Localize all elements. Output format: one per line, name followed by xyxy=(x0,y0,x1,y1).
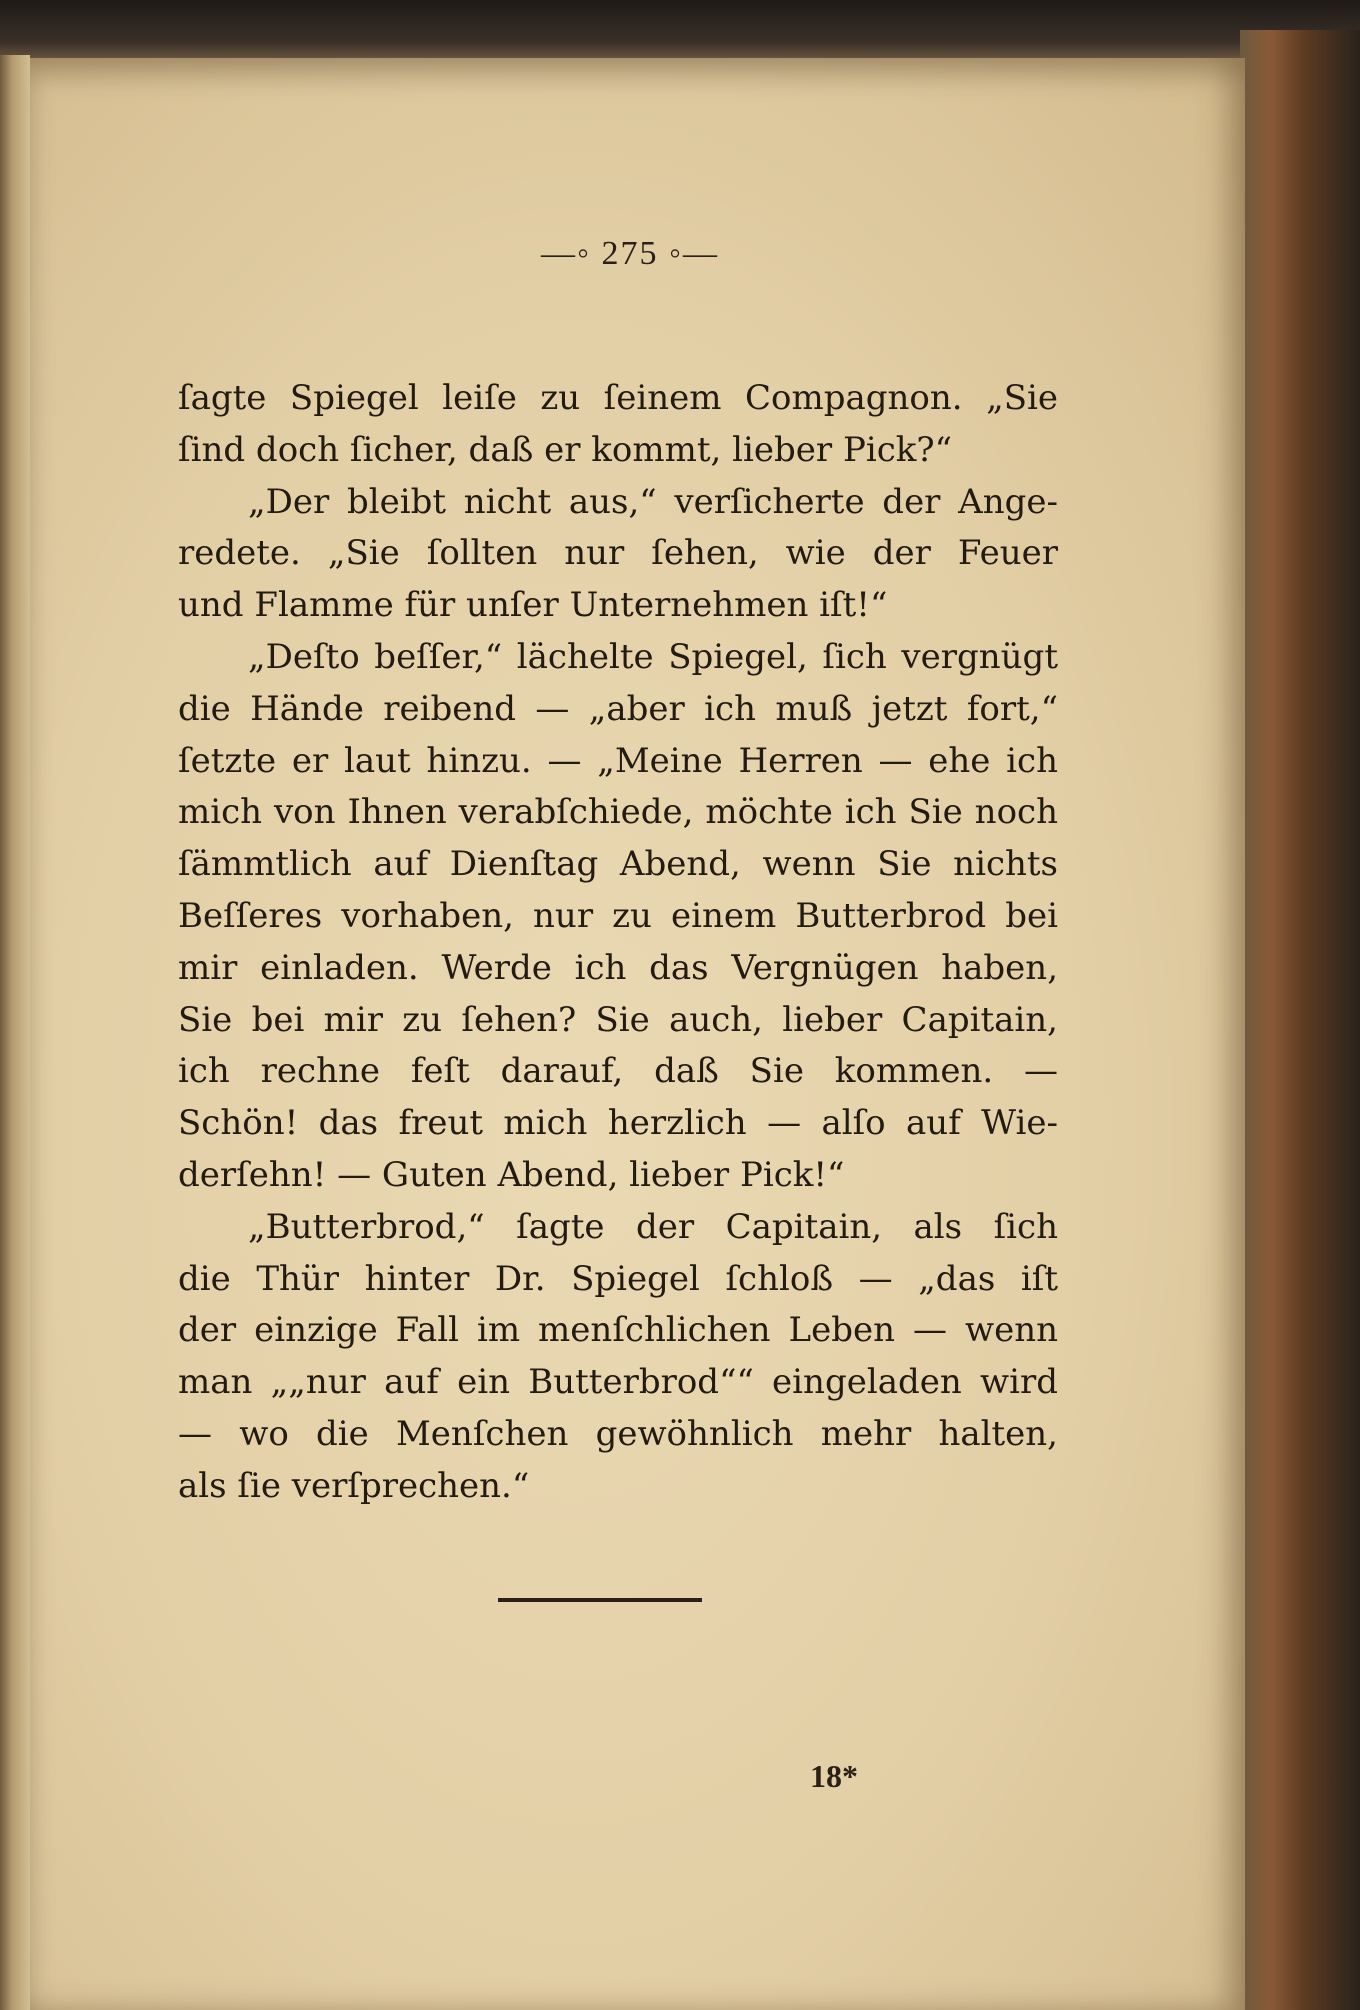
text-line: „Der bleibt nicht aus,“ verſicherte der Ange- xyxy=(248,481,1058,522)
text-line: Beſſeres vorhaben, nur zu einem Butterbrod bei xyxy=(178,895,1058,936)
text-line: derſehn! — Guten Abend, lieber Pick!“ xyxy=(178,1154,845,1195)
text-line: die Thür hinter Dr. Spiegel ſchloß — „das iſt xyxy=(178,1258,1058,1299)
text-line: als ſie verſprechen.“ xyxy=(178,1465,530,1506)
text-line: man „„nur auf ein Butterbrod““ eingeladen wird xyxy=(178,1362,1058,1403)
page-number: —◦ 275 ◦— xyxy=(540,235,720,272)
text-line: der einzige Fall im menſchlichen Leben — wenn xyxy=(178,1310,1058,1351)
text-line: „Deſto beſſer,“ lächelte Spiegel, ſich vergnügt xyxy=(248,636,1058,677)
text-line: ſämmtlich auf Dienſtag Abend, wenn Sie nichts xyxy=(178,844,1058,885)
text-line: ſetzte er laut hinzu. — „Meine Herren — ehe ich xyxy=(178,740,1058,781)
text-line: ſind doch ſicher, daß er kommt, lieber Pick?“ xyxy=(178,429,952,470)
text-line: „Butterbrod,“ ſagte der Capitain, als ſich xyxy=(248,1206,1058,1247)
section-divider xyxy=(498,1598,702,1602)
text-line: mich von Ihnen verabſchiede, möchte ich Sie noch xyxy=(178,792,1058,833)
book-spine-edge xyxy=(1240,30,1360,2010)
signature-mark: 18* xyxy=(810,1758,858,1794)
text-line: und Flamme für unſer Unternehmen iſt!“ xyxy=(178,585,888,626)
text-line: Schön! das freut mich herzlich — alſo auf Wie- xyxy=(178,1103,1058,1144)
text-line: — wo die Menſchen gewöhnlich mehr halten, xyxy=(178,1413,1058,1454)
page-text xyxy=(178,373,1058,1513)
text-line: ich rechne feſt darauf, daß Sie kommen. — xyxy=(178,1051,1058,1092)
text-line: die Hände reibend — „aber ich muß jetzt fort,“ xyxy=(178,688,1058,729)
text-line: Sie bei mir zu ſehen? Sie auch, lieber Capitain, xyxy=(178,999,1058,1040)
text-line: redete. „Sie ſollten nur ſehen, wie der Feuer xyxy=(178,533,1058,574)
facing-page-edge xyxy=(0,55,30,2010)
book-page xyxy=(30,58,1245,2010)
book-cover-top xyxy=(0,0,1360,60)
text-line: ſagte Spiegel leiſe zu ſeinem Compagnon. „Sie xyxy=(178,378,1058,418)
text-line: mir einladen. Werde ich das Vergnügen haben, xyxy=(178,947,1058,988)
